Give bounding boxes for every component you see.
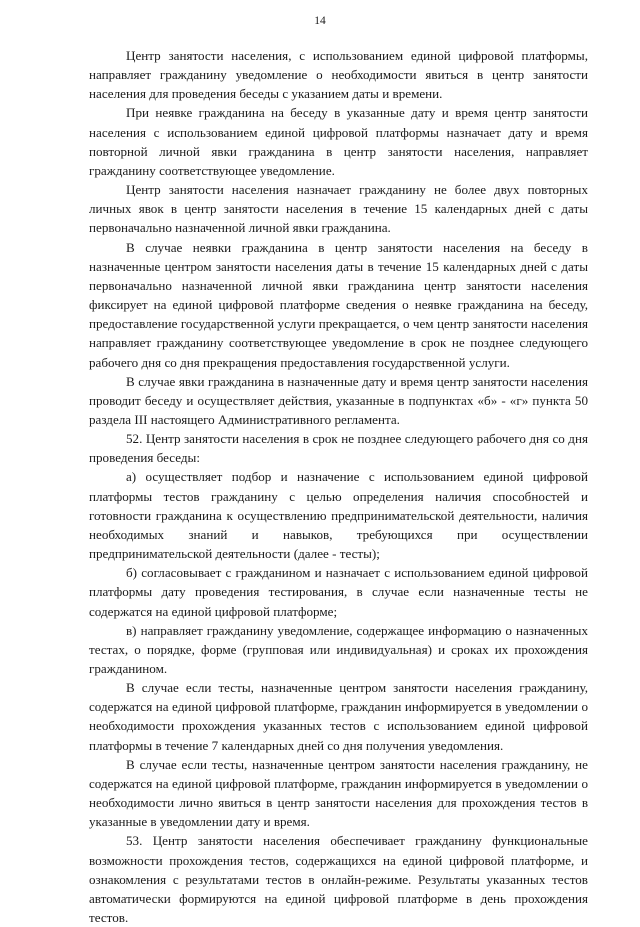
paragraph: 52. Центр занятости населения в срок не позднее следующего рабочего дня со дня проведения беседы:	[89, 431, 588, 466]
list-item: б) согласовывает с гражданином и назначает с использованием единой цифровой платформы дату проведения тестирования, в случае если назначенные тесты не содержатся на единой цифровой платформе;	[89, 565, 588, 619]
list-item: в) направляет гражданину уведомление, содержащее информацию о назначенных тестах, о порядке, форме (групповая или индивидуальная) и сроках их прохождения гражданином.	[89, 622, 588, 676]
list-item: а) осуществляет подбор и назначение с использованием единой цифровой платформы тестов гражданину с целью определения наличия способностей и готовности гражданина к осуществлению предпринимательской деятельности, наличия необходимых знаний и навыков, требующихся при осуществлении предпринимательской деятельности (далее - тесты);	[89, 469, 588, 562]
paragraph: В случае если тесты, назначенные центром занятости населения гражданину, содержатся на единой цифровой платформе, гражданин информируется в уведомлении о необходимости прохождения указанных тестов с использованием единой цифровой платформы в течение 7 календарных дней со дня получения уведомления.	[89, 680, 588, 753]
paragraph: При неявке гражданина на беседу в указанные дату и время центр занятости населения с использованием единой цифровой платформы назначает дату и время повторной личной явки гражданина в центр занятости населения, направляет гражданину соответствующее уведомление.	[89, 105, 588, 178]
paragraph: В случае явки гражданина в назначенные дату и время центр занятости населения проводит беседу и осуществляет действия, указанные в подпунктах «б» - «г» пункта 50 раздела III настоящего Административного регламента.	[89, 373, 588, 427]
paragraph: В случае если тесты, назначенные центром занятости населения гражданину, не содержатся на единой цифровой платформе, гражданин информируется в уведомлении о необходимости лично явиться в центр занятости населения для прохождения тестов в указанные в уведомлении дату и время.	[89, 756, 588, 830]
document-body	[89, 46, 588, 927]
paragraph: В случае неявки гражданина в центр занятости населения на беседу в назначенные центром занятости населения даты в течение 15 календарных дней с даты первоначально назначенной личной явки гражданина центр занятости населения фиксирует на единой цифровой платформе сведения о неявке гражданина на беседу, предоставление государственной услуги прекращается, о чем центр занятости населения направляет гражданину соответствующее уведомление в срок не позднее следующего рабочего дня со дня прекращения предоставления государственной услуги.	[89, 239, 588, 370]
paragraph: Центр занятости населения, с использованием единой цифровой платформы, направляет гражданину уведомление о необходимости явиться в центр занятости населения для проведения беседы с указанием даты и времени.	[89, 48, 588, 102]
paragraph: Центр занятости населения назначает гражданину не более двух повторных личных явок в центр занятости населения в течение 15 календарных дней с даты первоначально назначенной личной явки гражданина.	[89, 182, 588, 236]
page-number: 14	[314, 15, 326, 27]
paragraph: 53. Центр занятости населения обеспечивает гражданину функциональные возможности прохождения тестов, содержащихся на единой цифровой платформе, и ознакомления с результатами тестов в онлайн-режиме. Результаты указанных тестов автоматически формируются на единой цифровой платформе в день прохождения тестов.	[89, 833, 588, 926]
